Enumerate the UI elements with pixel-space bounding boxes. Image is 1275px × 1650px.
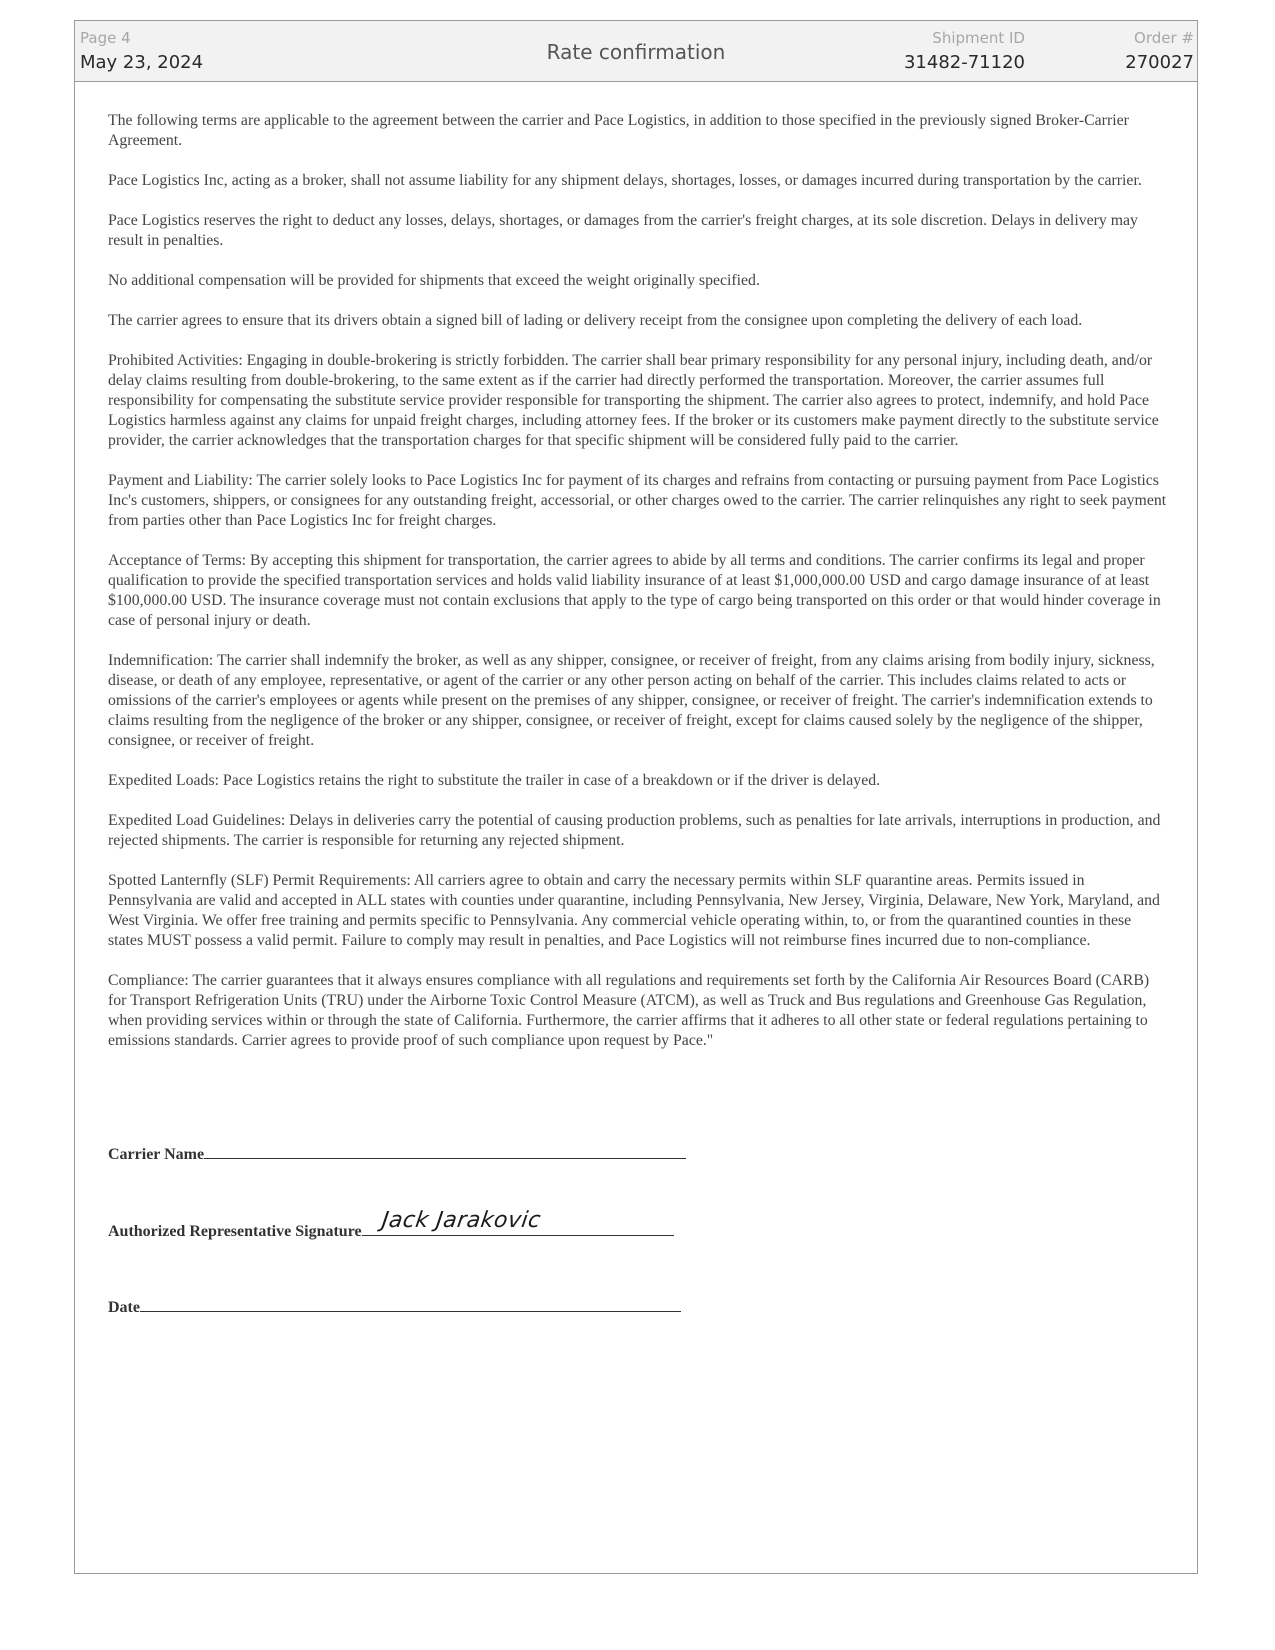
terms-paragraph: Pace Logistics reserves the right to deduct any losses, delays, shortages, or damages from the carrier's freight charges, at its sole discretion. Delays in delivery may result in penalties. [108,212,1138,249]
carrier-name-line[interactable] [204,1142,686,1159]
carrier-name-row [108,1142,808,1164]
terms-paragraph: Pace Logistics Inc, acting as a broker, shall not assume liability for any shipment delays, shortages, losses, or damages incurred during transportation by the carrier. [108,172,1142,189]
terms-paragraph: The following terms are applicable to the agreement between the carrier and Pace Logistics, in addition to those specified in the previously signed Broker-Carrier Agreement. [108,112,1129,149]
document-title: Rate confirmation [546,40,726,64]
signature-row [108,1208,808,1241]
signature-line[interactable] [362,1208,674,1236]
signature-label: Authorized Representative Signature [108,1223,362,1240]
terms-paragraph: Payment and Liability: The carrier solely looks to Pace Logistics Inc for payment of its charges and refrains from contacting or pursuing payment from Pace Logistics Inc's customers, shippers, or consignees for any outstanding freight, accessorial, or other charges owed to the carrier. The carrier relinquishes any right to seek payment from parties other than Pace Logistics Inc for freight charges. [108,472,1167,529]
document-page [74,20,1198,1574]
date-line[interactable] [140,1295,681,1312]
terms-paragraph: Prohibited Activities: Engaging in double-brokering is strictly forbidden. The carrier shall bear primary responsibility for any personal injury, including death, and/or delay claims resulting from double-brokering, to the same extent as if the carrier had directly performed the transportation. Moreover, the carrier assumes full responsibility for compensating the substitute service provider responsible for transporting the shipment. The carrier also agrees to protect, indemnify, and hold Pace Logistics harmless against any claims for unpaid freight charges, including attorney fees. If the broker or its customers make payment directly to the substitute service provider, the carrier acknowledges that the transportation charges for that specific shipment will be considered fully paid to the carrier. [108,352,1159,449]
terms-paragraph: Indemnification: The carrier shall indemnify the broker, as well as any shipper, consignee, or receiver of freight, from any claims arising from bodily injury, sickness, disease, or death of any employee, representative, or agent of the carrier or any other person acting on behalf of the carrier. This includes claims related to acts or omissions of the carrier's employees or agents while present on the premises of any shipper, consignee, or receiver of freight. The carrier's indemnification extends to claims resulting from the negligence of the broker or any shipper, consignee, or receiver of freight, except for claims caused solely by the negligence of the shipper, consignee, or receiver of freight. [108,652,1155,749]
terms-section [108,111,1170,1071]
carrier-name-label: Carrier Name [108,1146,205,1163]
terms-paragraph: Compliance: The carrier guarantees that it always ensures compliance with all regulations and requirements set forth by the California Air Resources Board (CARB) for Transport Refrigeration Units (TRU) under the Airborne Toxic Control Measure (ATCM), as well as Truck and Bus regulations and Greenhouse Gas Regulation, when providing services within or through the state of California. Furthermore, the carrier affirms that it adheres to all other state or federal regulations pertaining to emissions standards. Carrier agrees to provide proof of such compliance upon request by Pace." [108,972,1150,1049]
terms-paragraph: No additional compensation will be provided for shipments that exceed the weight originally specified. [108,272,760,289]
date-label: Date [108,1299,140,1316]
shipment-id-value: 31482-71120 [903,52,1025,73]
document-date: May 23, 2024 [80,52,204,73]
date-row [108,1295,808,1317]
terms-paragraph: The carrier agrees to ensure that its drivers obtain a signed bill of lading or delivery receipt from the consignee upon completing the delivery of each load. [108,312,1083,329]
order-number-label: Order # [1134,29,1194,47]
terms-paragraph: Expedited Load Guidelines: Delays in deliveries carry the potential of causing production problems, such as penalties for late arrivals, interruptions in production, and rejected shipments. The carrier is responsible for returning any rejected shipment. [108,812,1161,849]
order-number-value: 270027 [1125,52,1194,73]
shipment-id-label: Shipment ID [932,29,1025,47]
handwritten-signature: Jack Jarakovic [379,1208,543,1233]
page-header [75,21,1197,82]
terms-paragraph: Expedited Loads: Pace Logistics retains the right to substitute the trailer in case of a breakdown or if the driver is delayed. [108,772,881,789]
terms-paragraph: Acceptance of Terms: By accepting this shipment for transportation, the carrier agrees to abide by all terms and conditions. The carrier confirms its legal and proper qualification to provide the specified transportation services and holds valid liability insurance of at least $1,000,000.00 USD and cargo damage insurance of at least $100,000.00 USD. The insurance coverage must not contain exclusions that apply to the type of cargo being transported on this order or that would hinder coverage in case of personal injury or death. [108,552,1161,629]
page-number: Page 4 [80,29,131,47]
terms-paragraph: Spotted Lanternfly (SLF) Permit Requirements: All carriers agree to obtain and carry the necessary permits within SLF quarantine areas. Permits issued in Pennsylvania are valid and accepted in ALL states with counties under quarantine, including Pennsylvania, New Jersey, Virginia, Delaware, New York, Maryland, and West Virginia. We offer free training and permits specific to Pennsylvania. Any commercial vehicle operating within, to, or from the quarantined counties in these states MUST possess a valid permit. Failure to comply may result in penalties, and Pace Logistics will not reimburse fines incurred due to non-compliance. [108,872,1160,949]
